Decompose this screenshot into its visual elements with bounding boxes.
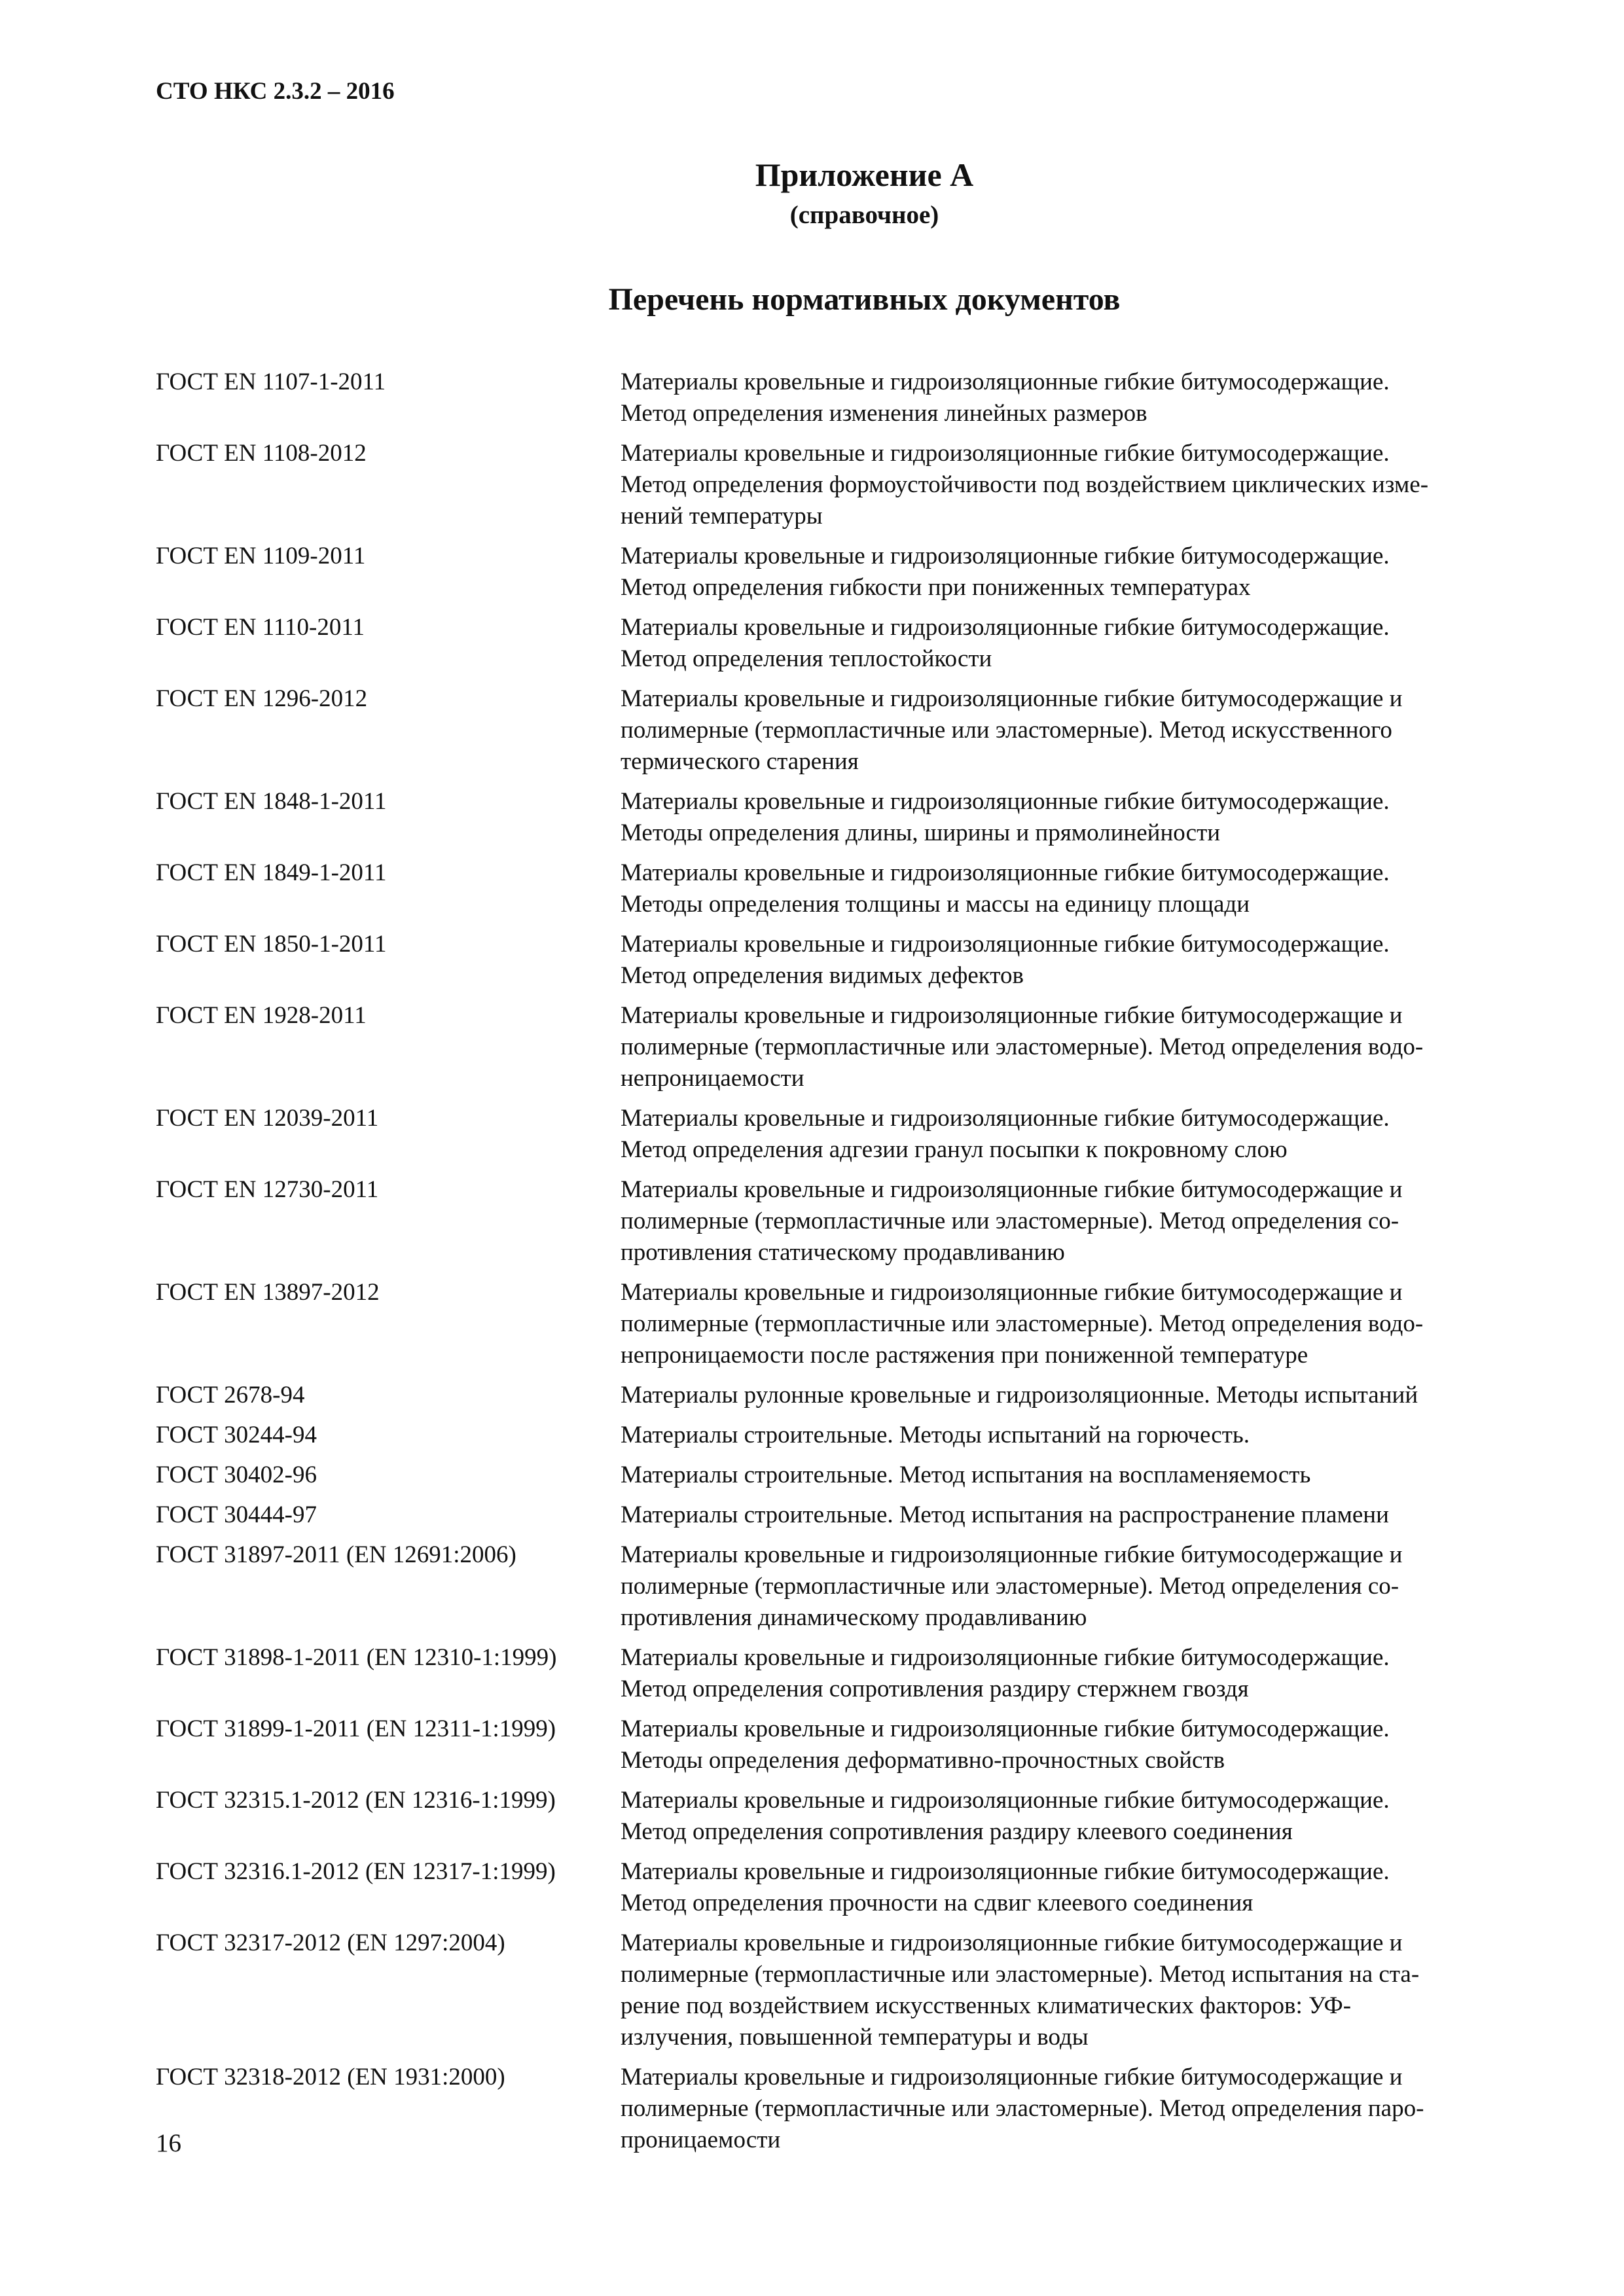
document-row — [156, 929, 1543, 992]
page-number: 16 — [156, 2129, 181, 2157]
document-code: ГОСТ 32315.1-2012 (EN 12316-1:1999) — [156, 1787, 556, 1814]
document-title-line: Метод определения теплостойкости — [621, 645, 992, 672]
document-row — [156, 1277, 1543, 1371]
document-row — [156, 2062, 1543, 2156]
document-code: ГОСТ 30444-97 — [156, 1501, 317, 1528]
document-title-line: Материалы кровельные и гидроизоляционные гибкие битумосодержащие. — [621, 1105, 1390, 1132]
document-row — [156, 1420, 1543, 1451]
document-title-line: непроницаемости после растяжения при пониженной температуре — [621, 1342, 1308, 1369]
document-row — [156, 1000, 1543, 1094]
document-title-line: Материалы кровельные и гидроизоляционные гибкие битумосодержащие и — [621, 2064, 1403, 2090]
document-title — [621, 541, 1524, 603]
document-title — [621, 1277, 1524, 1371]
document-title — [621, 1380, 1524, 1411]
document-code: ГОСТ EN 1108-2012 — [156, 440, 367, 467]
document-title-line: Материалы кровельные и гидроизоляционные гибкие битумосодержащие и — [621, 685, 1403, 712]
document-title-line: Материалы кровельные и гидроизоляционные гибкие битумосодержащие. — [621, 931, 1390, 958]
document-row — [156, 1380, 1543, 1411]
document-row — [156, 1642, 1543, 1705]
document-code: ГОСТ EN 13897-2012 — [156, 1279, 380, 1306]
document-code: ГОСТ EN 1107-1-2011 — [156, 368, 386, 395]
document-row — [156, 612, 1543, 675]
document-title-line: непроницаемости — [621, 1065, 804, 1092]
document-code: ГОСТ 30402-96 — [156, 1462, 317, 1488]
document-title-line: Материалы кровельные и гидроизоляционные гибкие битумосодержащие. — [621, 1787, 1390, 1814]
document-title-line: Метод определения прочности на сдвиг клеевого соединения — [621, 1890, 1254, 1916]
document-row — [156, 1713, 1543, 1776]
document-title-line: Материалы кровельные и гидроизоляционные гибкие битумосодержащие и — [621, 1279, 1403, 1306]
document-title — [621, 1539, 1524, 1634]
document-title-line: Материалы кровельные и гидроизоляционные гибкие битумосодержащие. — [621, 368, 1390, 395]
document-title-line: Метод определения формоустойчивости под воздействием циклических изме- — [621, 471, 1429, 498]
document-title-line: Материалы кровельные и гидроизоляционные гибкие битумосодержащие. — [621, 788, 1390, 815]
document-row — [156, 857, 1543, 920]
document-code: ГОСТ 31899-1-2011 (EN 12311-1:1999) — [156, 1715, 556, 1742]
document-row — [156, 1103, 1543, 1166]
document-title-line: рение под воздействием искусственных климатических факторов: УФ- — [621, 1992, 1352, 2019]
document-title-line: полимерные (термопластичные или эластомерные). Метод испытания на ста- — [621, 1961, 1420, 1988]
document-code: ГОСТ 30244-94 — [156, 1422, 317, 1448]
document-row — [156, 438, 1543, 532]
document-code: ГОСТ 32318-2012 (EN 1931:2000) — [156, 2064, 505, 2090]
document-title — [621, 1460, 1524, 1491]
document-title-line: Материалы кровельные и гидроизоляционные гибкие битумосодержащие. — [621, 543, 1390, 569]
document-title-line: излучения, повышенной температуры и воды — [621, 2024, 1089, 2051]
document-title — [621, 1000, 1524, 1094]
document-code: ГОСТ EN 1109-2011 — [156, 543, 366, 569]
document-title-line: полимерные (термопластичные или эластомерные). Метод определения паро- — [621, 2095, 1424, 2122]
document-title-line: Метод определения сопротивления раздиру клеевого соединения — [621, 1818, 1293, 1845]
document-title-line: полимерные (термопластичные или эластомерные). Метод определения со- — [621, 1208, 1399, 1234]
document-row — [156, 683, 1543, 778]
document-row — [156, 367, 1543, 429]
document-row — [156, 786, 1543, 849]
document-title-line: Метод определения изменения линейных размеров — [621, 400, 1147, 427]
document-code: ГОСТ EN 1850-1-2011 — [156, 931, 387, 958]
normative-documents-list — [156, 367, 1543, 2164]
document-title-line: полимерные (термопластичные или эластомерные). Метод определения водо- — [621, 1310, 1424, 1337]
document-title-line: Материалы рулонные кровельные и гидроизоляционные. Методы испытаний — [621, 1382, 1418, 1408]
document-title — [621, 1785, 1524, 1848]
document-row — [156, 1539, 1543, 1634]
document-title-line: Метод определения гибкости при пониженных температурах — [621, 574, 1251, 601]
document-title-line: Материалы кровельные и гидроизоляционные гибкие битумосодержащие. — [621, 440, 1390, 467]
document-row — [156, 1174, 1543, 1268]
document-title-line: Материалы кровельные и гидроизоляционные гибкие битумосодержащие. — [621, 1644, 1390, 1671]
document-title-line: Материалы строительные. Методы испытаний на горючесть. — [621, 1422, 1250, 1448]
document-row — [156, 541, 1543, 603]
document-title-line: термического старения — [621, 748, 859, 775]
annex-title: Приложение А — [755, 156, 974, 193]
document-title — [621, 1420, 1524, 1451]
document-title-line: Материалы кровельные и гидроизоляционные гибкие битумосодержащие. — [621, 1858, 1390, 1885]
document-title — [621, 929, 1524, 992]
document-code: ГОСТ 31897-2011 (EN 12691:2006) — [156, 1541, 516, 1568]
document-title-line: Материалы кровельные и гидроизоляционные гибкие битумосодержащие. — [621, 859, 1390, 886]
document-title — [621, 438, 1524, 532]
document-title — [621, 857, 1524, 920]
document-title — [621, 1928, 1524, 2053]
document-title-line: проницаемости — [621, 2126, 781, 2153]
document-row — [156, 1856, 1543, 1919]
document-title-line: Методы определения длины, ширины и прямолинейности — [621, 819, 1221, 846]
document-code: ГОСТ EN 12039-2011 — [156, 1105, 379, 1132]
document-title-line: полимерные (термопластичные или эластомерные). Метод определения водо- — [621, 1033, 1424, 1060]
document-title — [621, 786, 1524, 849]
document-title-line: Материалы кровельные и гидроизоляционные гибкие битумосодержащие и — [621, 1002, 1403, 1029]
document-row — [156, 1928, 1543, 2053]
document-title — [621, 683, 1524, 778]
document-title-line: Материалы кровельные и гидроизоляционные гибкие битумосодержащие. — [621, 1715, 1390, 1742]
document-title-line: Методы определения толщины и массы на единицу площади — [621, 891, 1250, 918]
document-title — [621, 1642, 1524, 1705]
document-title-line: нений температуры — [621, 503, 823, 529]
document-code: ГОСТ EN 1848-1-2011 — [156, 788, 387, 815]
document-header-code: СТО НКС 2.3.2 – 2016 — [156, 78, 395, 105]
document-title-line: Метод определения видимых дефектов — [621, 962, 1024, 989]
document-title — [621, 1713, 1524, 1776]
document-title-line: Метод определения сопротивления раздиру стержнем гвоздя — [621, 1676, 1249, 1702]
document-code: ГОСТ EN 1928-2011 — [156, 1002, 367, 1029]
document-title — [621, 1499, 1524, 1531]
document-title-line: Метод определения адгезии гранул посыпки к покровному слою — [621, 1136, 1288, 1163]
document-title-line: Материалы кровельные и гидроизоляционные гибкие битумосодержащие и — [621, 1541, 1403, 1568]
document-title-line: Материалы кровельные и гидроизоляционные гибкие битумосодержащие. — [621, 614, 1390, 641]
document-title-line: Материалы строительные. Метод испытания на воспламеняемость — [621, 1462, 1311, 1488]
section-title: Перечень нормативных документов — [608, 282, 1121, 317]
document-title — [621, 1856, 1524, 1919]
document-code: ГОСТ EN 1110-2011 — [156, 614, 365, 641]
document-row — [156, 1785, 1543, 1848]
document-code: ГОСТ 2678-94 — [156, 1382, 305, 1408]
document-code: ГОСТ 32316.1-2012 (EN 12317-1:1999) — [156, 1858, 556, 1885]
document-title-line: Материалы кровельные и гидроизоляционные гибкие битумосодержащие и — [621, 1929, 1403, 1956]
document-title — [621, 367, 1524, 429]
document-row — [156, 1499, 1543, 1531]
document-title-line: противления динамическому продавливанию — [621, 1604, 1087, 1631]
document-title-line: противления статическому продавливанию — [621, 1239, 1065, 1266]
document-title — [621, 612, 1524, 675]
annex-subtitle: (справочное) — [789, 201, 939, 229]
document-title — [621, 1174, 1524, 1268]
document-code: ГОСТ 31898-1-2011 (EN 12310-1:1999) — [156, 1644, 557, 1671]
document-title — [621, 1103, 1524, 1166]
document-title-line: полимерные (термопластичные или эластомерные). Метод определения со- — [621, 1573, 1399, 1600]
document-title-line: полимерные (термопластичные или эластомерные). Метод искусственного — [621, 717, 1392, 744]
document-title-line: Материалы строительные. Метод испытания на распространение пламени — [621, 1501, 1389, 1528]
document-code: ГОСТ EN 1849-1-2011 — [156, 859, 387, 886]
document-row — [156, 1460, 1543, 1491]
document-code: ГОСТ 32317-2012 (EN 1297:2004) — [156, 1929, 505, 1956]
document-title — [621, 2062, 1524, 2156]
document-title-line: Методы определения деформативно-прочностных свойств — [621, 1747, 1225, 1774]
document-code: ГОСТ EN 1296-2012 — [156, 685, 368, 712]
document-title-line: Материалы кровельные и гидроизоляционные гибкие битумосодержащие и — [621, 1176, 1403, 1203]
document-code: ГОСТ EN 12730-2011 — [156, 1176, 379, 1203]
